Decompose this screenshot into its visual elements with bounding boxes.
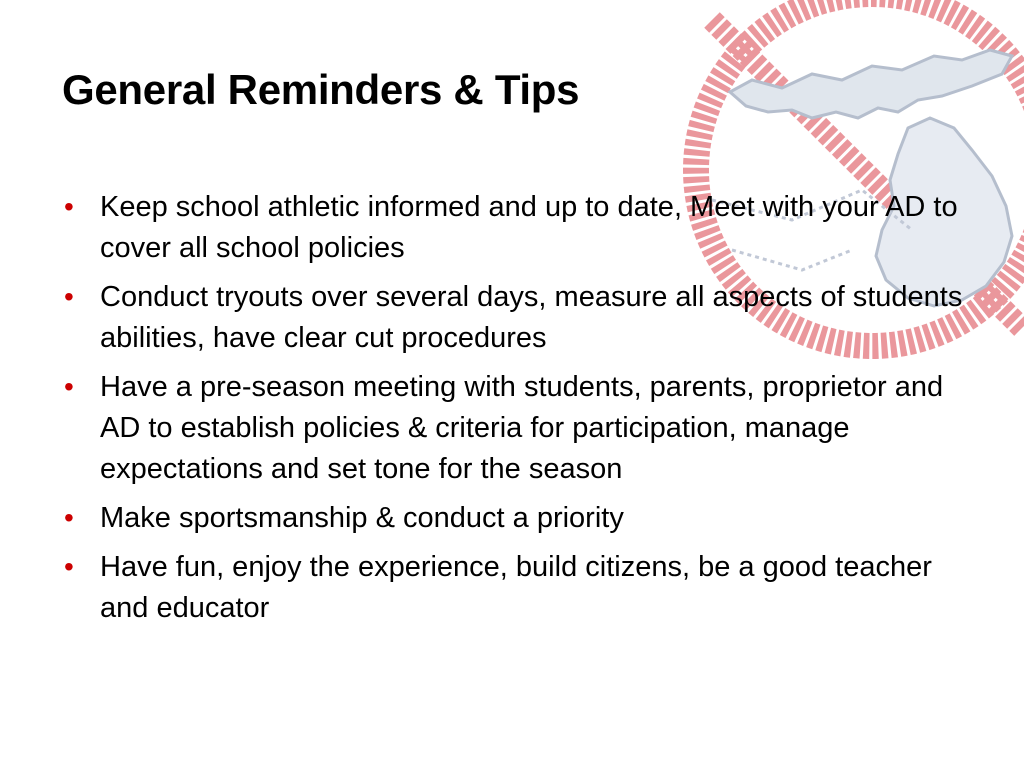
bullet-item: [62, 498, 972, 539]
bullet-dot-icon: •: [64, 371, 74, 402]
bullet-dot-icon: •: [64, 191, 74, 222]
bullet-text: Have a pre-season meeting with students, parents, proprietor and AD to establish policies & criteria for participation, manage expectations and set tone for the season: [100, 371, 944, 485]
bullet-list: [62, 187, 972, 637]
bullet-text: Make sportsmanship & conduct a priority: [100, 502, 624, 534]
bullet-dot-icon: •: [64, 502, 74, 533]
bullet-text: Conduct tryouts over several days, measure all aspects of students abilities, have clear cut procedures: [100, 281, 963, 354]
bullet-item: [62, 547, 972, 629]
bullet-item: [62, 367, 972, 490]
bullet-item: [62, 277, 972, 359]
slide-title: General Reminders & Tips: [62, 66, 580, 113]
bullet-text: Keep school athletic informed and up to date, Meet with your AD to cover all school policies: [100, 191, 958, 264]
bullet-dot-icon: •: [64, 551, 74, 582]
bullet-text: Have fun, enjoy the experience, build citizens, be a good teacher and educator: [100, 551, 932, 624]
bullet-dot-icon: •: [64, 281, 74, 312]
bullet-item: [62, 187, 972, 269]
